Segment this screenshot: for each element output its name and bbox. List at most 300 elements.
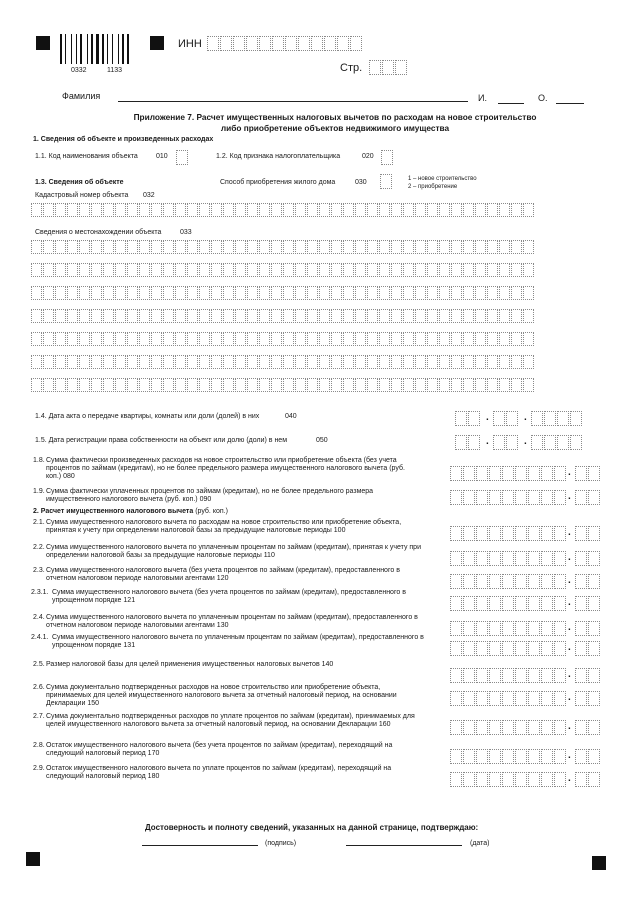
input-cell[interactable] — [463, 641, 475, 656]
input-cell[interactable] — [450, 691, 462, 706]
input-cell[interactable] — [139, 286, 150, 300]
input-cell[interactable] — [463, 490, 475, 505]
input-cell[interactable] — [475, 332, 486, 346]
input-cell[interactable] — [247, 309, 258, 323]
input-cell[interactable] — [475, 355, 486, 369]
location-cells-row-3[interactable] — [31, 286, 535, 300]
input-cell[interactable] — [211, 286, 222, 300]
input-cell[interactable] — [367, 286, 378, 300]
input-cell[interactable] — [463, 286, 474, 300]
input-cell[interactable] — [259, 332, 270, 346]
input-cell[interactable] — [31, 286, 42, 300]
input-cell[interactable] — [541, 490, 553, 505]
section2-item-cells[interactable] — [450, 574, 567, 589]
input-cell[interactable] — [271, 240, 282, 254]
input-cell[interactable] — [531, 411, 543, 426]
input-cell[interactable] — [541, 668, 553, 683]
input-cell[interactable] — [55, 286, 66, 300]
input-cell[interactable] — [175, 263, 186, 277]
input-cell[interactable] — [163, 355, 174, 369]
input-cell[interactable] — [450, 641, 462, 656]
input-cell[interactable] — [319, 240, 330, 254]
input-cell[interactable] — [382, 60, 394, 75]
inn-cells[interactable] — [207, 36, 363, 51]
input-cell[interactable] — [575, 490, 587, 505]
input-cell[interactable] — [475, 378, 486, 392]
input-cell[interactable] — [43, 286, 54, 300]
section2-item-kop[interactable] — [575, 551, 601, 566]
input-cell[interactable] — [463, 309, 474, 323]
input-cell[interactable] — [476, 574, 488, 589]
input-cell[interactable] — [575, 641, 587, 656]
input-cell[interactable] — [187, 332, 198, 346]
input-cell[interactable] — [115, 309, 126, 323]
input-cell[interactable] — [487, 240, 498, 254]
input-cell[interactable] — [427, 355, 438, 369]
input-cell[interactable] — [554, 621, 566, 636]
input-cell[interactable] — [355, 203, 366, 217]
input-cell[interactable] — [355, 378, 366, 392]
input-cell[interactable] — [295, 378, 306, 392]
input-cell[interactable] — [487, 286, 498, 300]
input-cell[interactable] — [415, 240, 426, 254]
input-cell[interactable] — [115, 286, 126, 300]
input-cell[interactable] — [439, 355, 450, 369]
field-1-5-day[interactable] — [455, 435, 481, 450]
section2-item-kop[interactable] — [575, 621, 601, 636]
input-cell[interactable] — [415, 309, 426, 323]
input-cell[interactable] — [379, 355, 390, 369]
input-cell[interactable] — [476, 490, 488, 505]
input-cell[interactable] — [403, 240, 414, 254]
input-cell[interactable] — [554, 772, 566, 787]
input-cell[interactable] — [487, 355, 498, 369]
input-cell[interactable] — [511, 332, 522, 346]
input-cell[interactable] — [489, 749, 501, 764]
input-cell[interactable] — [379, 286, 390, 300]
input-cell[interactable] — [575, 668, 587, 683]
location-cells-row-5[interactable] — [31, 332, 535, 346]
input-cell[interactable] — [541, 526, 553, 541]
input-cell[interactable] — [43, 332, 54, 346]
input-cell[interactable] — [528, 772, 540, 787]
section2-item-kop[interactable] — [575, 772, 601, 787]
input-cell[interactable] — [67, 286, 78, 300]
input-cell[interactable] — [515, 466, 527, 481]
input-cell[interactable] — [451, 203, 462, 217]
input-cell[interactable] — [379, 332, 390, 346]
input-cell[interactable] — [103, 286, 114, 300]
input-cell[interactable] — [499, 263, 510, 277]
input-cell[interactable] — [247, 332, 258, 346]
input-cell[interactable] — [115, 240, 126, 254]
input-cell[interactable] — [506, 411, 518, 426]
input-cell[interactable] — [502, 596, 514, 611]
input-cell[interactable] — [307, 309, 318, 323]
input-cell[interactable] — [502, 551, 514, 566]
input-cell[interactable] — [175, 332, 186, 346]
input-cell[interactable] — [233, 36, 245, 51]
input-cell[interactable] — [55, 378, 66, 392]
input-cell[interactable] — [487, 263, 498, 277]
input-cell[interactable] — [271, 309, 282, 323]
input-cell[interactable] — [554, 490, 566, 505]
input-cell[interactable] — [415, 332, 426, 346]
input-cell[interactable] — [554, 641, 566, 656]
input-cell[interactable] — [367, 203, 378, 217]
input-cell[interactable] — [499, 355, 510, 369]
input-cell[interactable] — [391, 263, 402, 277]
input-cell[interactable] — [515, 551, 527, 566]
input-cell[interactable] — [575, 621, 587, 636]
input-cell[interactable] — [523, 378, 534, 392]
field-1-5-year[interactable] — [531, 435, 583, 450]
input-cell[interactable] — [379, 309, 390, 323]
input-cell[interactable] — [103, 263, 114, 277]
input-cell[interactable] — [79, 240, 90, 254]
section2-item-kop[interactable] — [575, 691, 601, 706]
input-cell[interactable] — [515, 641, 527, 656]
input-cell[interactable] — [298, 36, 310, 51]
input-cell[interactable] — [343, 309, 354, 323]
input-cell[interactable] — [515, 749, 527, 764]
input-cell[interactable] — [259, 378, 270, 392]
input-cell[interactable] — [175, 240, 186, 254]
input-cell[interactable] — [439, 203, 450, 217]
input-cell[interactable] — [319, 332, 330, 346]
input-cell[interactable] — [103, 332, 114, 346]
input-cell[interactable] — [557, 435, 569, 450]
input-cell[interactable] — [502, 466, 514, 481]
input-cell[interactable] — [463, 720, 475, 735]
input-cell[interactable] — [307, 332, 318, 346]
input-cell[interactable] — [175, 286, 186, 300]
input-cell[interactable] — [502, 621, 514, 636]
input-cell[interactable] — [475, 203, 486, 217]
input-cell[interactable] — [427, 286, 438, 300]
input-cell[interactable] — [570, 435, 582, 450]
input-cell[interactable] — [489, 574, 501, 589]
input-cell[interactable] — [127, 286, 138, 300]
input-cell[interactable] — [544, 435, 556, 450]
input-cell[interactable] — [271, 263, 282, 277]
input-cell[interactable] — [554, 466, 566, 481]
input-cell[interactable] — [355, 332, 366, 346]
input-cell[interactable] — [115, 332, 126, 346]
input-cell[interactable] — [271, 378, 282, 392]
input-cell[interactable] — [463, 551, 475, 566]
input-cell[interactable] — [427, 378, 438, 392]
input-cell[interactable] — [476, 641, 488, 656]
input-cell[interactable] — [331, 309, 342, 323]
input-cell[interactable] — [199, 286, 210, 300]
input-cell[interactable] — [475, 240, 486, 254]
input-cell[interactable] — [175, 309, 186, 323]
input-cell[interactable] — [235, 286, 246, 300]
input-cell[interactable] — [489, 641, 501, 656]
input-cell[interactable] — [463, 263, 474, 277]
input-cell[interactable] — [502, 749, 514, 764]
input-cell[interactable] — [403, 332, 414, 346]
input-cell[interactable] — [557, 411, 569, 426]
input-cell[interactable] — [67, 263, 78, 277]
input-cell[interactable] — [295, 355, 306, 369]
input-cell[interactable] — [67, 378, 78, 392]
input-cell[interactable] — [211, 332, 222, 346]
input-cell[interactable] — [283, 309, 294, 323]
input-cell[interactable] — [463, 203, 474, 217]
input-cell[interactable] — [541, 749, 553, 764]
section2-item-kop[interactable] — [575, 668, 601, 683]
input-cell[interactable] — [331, 332, 342, 346]
input-cell[interactable] — [259, 36, 271, 51]
input-cell[interactable] — [139, 332, 150, 346]
input-cell[interactable] — [450, 596, 462, 611]
input-cell[interactable] — [403, 309, 414, 323]
input-cell[interactable] — [541, 691, 553, 706]
input-cell[interactable] — [489, 596, 501, 611]
input-cell[interactable] — [455, 435, 467, 450]
input-cell[interactable] — [427, 263, 438, 277]
page-cells[interactable] — [369, 60, 408, 75]
input-cell[interactable] — [588, 574, 600, 589]
input-cell[interactable] — [463, 691, 475, 706]
input-cell[interactable] — [295, 263, 306, 277]
input-cell[interactable] — [367, 378, 378, 392]
input-cell[interactable] — [199, 263, 210, 277]
input-cell[interactable] — [511, 203, 522, 217]
input-cell[interactable] — [379, 240, 390, 254]
input-cell[interactable] — [223, 286, 234, 300]
input-cell[interactable] — [55, 355, 66, 369]
input-cell[interactable] — [403, 203, 414, 217]
input-cell[interactable] — [67, 332, 78, 346]
input-cell[interactable] — [403, 378, 414, 392]
input-cell[interactable] — [283, 240, 294, 254]
input-cell[interactable] — [127, 355, 138, 369]
input-cell[interactable] — [439, 309, 450, 323]
input-cell[interactable] — [489, 490, 501, 505]
initial-o-field[interactable] — [556, 103, 584, 104]
input-cell[interactable] — [487, 203, 498, 217]
input-cell[interactable] — [55, 309, 66, 323]
input-cell[interactable] — [439, 332, 450, 346]
input-cell[interactable] — [439, 240, 450, 254]
input-cell[interactable] — [499, 286, 510, 300]
input-cell[interactable] — [79, 203, 90, 217]
input-cell[interactable] — [391, 378, 402, 392]
input-cell[interactable] — [31, 203, 42, 217]
input-cell[interactable] — [91, 355, 102, 369]
date-field[interactable] — [346, 845, 462, 846]
input-cell[interactable] — [588, 621, 600, 636]
input-cell[interactable] — [575, 574, 587, 589]
input-cell[interactable] — [588, 551, 600, 566]
input-cell[interactable] — [259, 240, 270, 254]
input-cell[interactable] — [247, 203, 258, 217]
input-cell[interactable] — [343, 355, 354, 369]
cadastral-cells[interactable] — [31, 203, 535, 217]
input-cell[interactable] — [515, 668, 527, 683]
input-cell[interactable] — [187, 378, 198, 392]
section2-item-cells[interactable] — [450, 641, 567, 656]
input-cell[interactable] — [319, 263, 330, 277]
input-cell[interactable] — [43, 240, 54, 254]
input-cell[interactable] — [283, 332, 294, 346]
input-cell[interactable] — [502, 720, 514, 735]
location-cells-row-7[interactable] — [31, 378, 535, 392]
input-cell[interactable] — [541, 772, 553, 787]
input-cell[interactable] — [199, 203, 210, 217]
input-cell[interactable] — [235, 263, 246, 277]
input-cell[interactable] — [283, 286, 294, 300]
input-cell[interactable] — [211, 309, 222, 323]
input-cell[interactable] — [463, 749, 475, 764]
input-cell[interactable] — [139, 263, 150, 277]
input-cell[interactable] — [43, 309, 54, 323]
input-cell[interactable] — [175, 378, 186, 392]
surname-field[interactable] — [118, 101, 468, 102]
input-cell[interactable] — [499, 309, 510, 323]
input-cell[interactable] — [463, 378, 474, 392]
input-cell[interactable] — [588, 772, 600, 787]
input-cell[interactable] — [528, 749, 540, 764]
input-cell[interactable] — [127, 203, 138, 217]
input-cell[interactable] — [541, 720, 553, 735]
input-cell[interactable] — [455, 411, 467, 426]
input-cell[interactable] — [55, 203, 66, 217]
input-cell[interactable] — [395, 60, 407, 75]
location-cells-row-6[interactable] — [31, 355, 535, 369]
input-cell[interactable] — [295, 309, 306, 323]
input-cell[interactable] — [139, 309, 150, 323]
section2-item-cells[interactable] — [450, 668, 567, 683]
input-cell[interactable] — [283, 378, 294, 392]
input-cell[interactable] — [502, 641, 514, 656]
input-cell[interactable] — [115, 378, 126, 392]
input-cell[interactable] — [367, 332, 378, 346]
input-cell[interactable] — [499, 332, 510, 346]
input-cell[interactable] — [427, 332, 438, 346]
input-cell[interactable] — [115, 203, 126, 217]
input-cell[interactable] — [259, 309, 270, 323]
input-cell[interactable] — [523, 286, 534, 300]
input-cell[interactable] — [554, 668, 566, 683]
input-cell[interactable] — [343, 263, 354, 277]
input-cell[interactable] — [199, 378, 210, 392]
input-cell[interactable] — [415, 286, 426, 300]
input-cell[interactable] — [476, 621, 488, 636]
input-cell[interactable] — [463, 668, 475, 683]
input-cell[interactable] — [463, 466, 475, 481]
input-cell[interactable] — [463, 596, 475, 611]
input-cell[interactable] — [307, 286, 318, 300]
section2-item-cells[interactable] — [450, 621, 567, 636]
input-cell[interactable] — [31, 332, 42, 346]
input-cell[interactable] — [187, 203, 198, 217]
input-cell[interactable] — [307, 355, 318, 369]
input-cell[interactable] — [331, 263, 342, 277]
input-cell[interactable] — [493, 435, 505, 450]
input-cell[interactable] — [391, 332, 402, 346]
input-cell[interactable] — [43, 378, 54, 392]
input-cell[interactable] — [259, 263, 270, 277]
input-cell[interactable] — [493, 411, 505, 426]
input-cell[interactable] — [415, 355, 426, 369]
section2-item-kop[interactable] — [575, 749, 601, 764]
input-cell[interactable] — [541, 596, 553, 611]
input-cell[interactable] — [502, 668, 514, 683]
input-cell[interactable] — [476, 526, 488, 541]
input-cell[interactable] — [139, 355, 150, 369]
input-cell[interactable] — [588, 668, 600, 683]
input-cell[interactable] — [311, 36, 323, 51]
input-cell[interactable] — [163, 332, 174, 346]
input-cell[interactable] — [588, 526, 600, 541]
input-cell[interactable] — [343, 240, 354, 254]
input-cell[interactable] — [283, 355, 294, 369]
input-cell[interactable] — [403, 286, 414, 300]
input-cell[interactable] — [528, 574, 540, 589]
input-cell[interactable] — [379, 263, 390, 277]
input-cell[interactable] — [259, 286, 270, 300]
input-cell[interactable] — [151, 286, 162, 300]
input-cell[interactable] — [531, 435, 543, 450]
input-cell[interactable] — [187, 240, 198, 254]
input-cell[interactable] — [544, 411, 556, 426]
input-cell[interactable] — [450, 466, 462, 481]
location-cells-row-2[interactable] — [31, 263, 535, 277]
input-cell[interactable] — [476, 466, 488, 481]
field-1-5-month[interactable] — [493, 435, 519, 450]
input-cell[interactable] — [163, 203, 174, 217]
input-cell[interactable] — [235, 309, 246, 323]
input-cell[interactable] — [476, 596, 488, 611]
input-cell[interactable] — [541, 551, 553, 566]
input-cell[interactable] — [223, 378, 234, 392]
input-cell[interactable] — [515, 621, 527, 636]
input-cell[interactable] — [463, 574, 475, 589]
input-cell[interactable] — [163, 240, 174, 254]
input-cell[interactable] — [450, 749, 462, 764]
input-cell[interactable] — [515, 691, 527, 706]
input-cell[interactable] — [115, 355, 126, 369]
method-cells[interactable] — [380, 174, 393, 189]
input-cell[interactable] — [91, 203, 102, 217]
input-cell[interactable] — [211, 203, 222, 217]
input-cell[interactable] — [439, 263, 450, 277]
input-cell[interactable] — [450, 526, 462, 541]
input-cell[interactable] — [91, 378, 102, 392]
input-cell[interactable] — [331, 203, 342, 217]
input-cell[interactable] — [211, 263, 222, 277]
input-cell[interactable] — [463, 621, 475, 636]
input-cell[interactable] — [223, 203, 234, 217]
input-cell[interactable] — [588, 641, 600, 656]
input-cell[interactable] — [223, 263, 234, 277]
input-cell[interactable] — [211, 378, 222, 392]
input-cell[interactable] — [575, 772, 587, 787]
input-cell[interactable] — [319, 286, 330, 300]
input-cell[interactable] — [151, 240, 162, 254]
field-1-8-kop[interactable] — [575, 466, 601, 481]
input-cell[interactable] — [176, 150, 188, 165]
input-cell[interactable] — [307, 263, 318, 277]
input-cell[interactable] — [450, 574, 462, 589]
input-cell[interactable] — [523, 309, 534, 323]
input-cell[interactable] — [350, 36, 362, 51]
input-cell[interactable] — [463, 332, 474, 346]
